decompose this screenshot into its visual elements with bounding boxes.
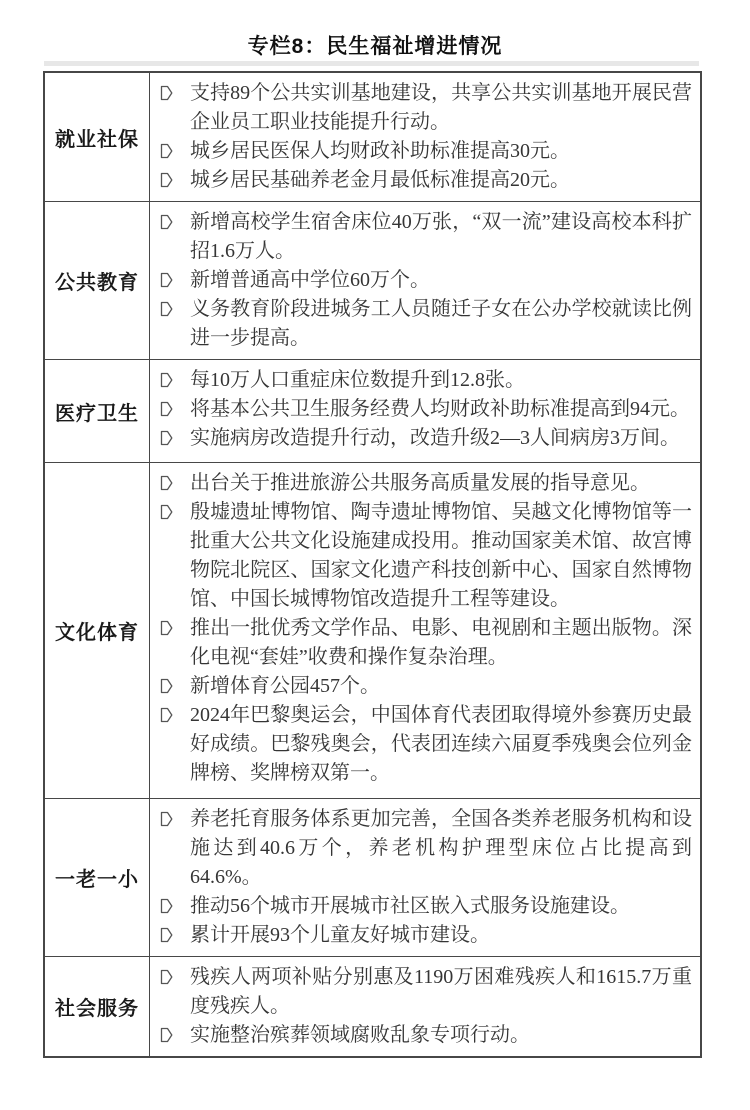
arrow-bullet-icon [160, 927, 174, 943]
arrow-bullet-icon [160, 85, 174, 101]
arrow-bullet-icon [160, 620, 174, 636]
arrow-bullet-icon [160, 172, 174, 188]
list-item [158, 295, 692, 353]
arrow-bullet-icon [160, 811, 174, 827]
row-content [150, 957, 700, 1056]
table-row [45, 73, 700, 201]
row-content [150, 73, 700, 201]
list-item [158, 701, 692, 788]
list-item [158, 672, 692, 701]
row-label: 文化体育 [45, 463, 150, 798]
list-item [158, 137, 692, 166]
arrow-bullet-icon [160, 475, 174, 491]
list-item [158, 395, 692, 424]
table-row [45, 359, 700, 462]
list-item [158, 166, 692, 195]
arrow-bullet-icon [160, 1027, 174, 1043]
item-text: 实施病房改造提升行动，改造升级2—3人间病房3万间。 [190, 427, 680, 449]
list-item [158, 1021, 692, 1050]
arrow-bullet-icon [160, 214, 174, 230]
list-item [158, 79, 692, 137]
page-title: 专栏8：民生福祉增进情况 [247, 35, 503, 58]
list-item [158, 963, 692, 1021]
item-text: 支持89个公共实训基地建设，共享公共实训基地开展民营企业员工职业技能提升行动。 [190, 82, 692, 133]
item-text: 城乡居民医保人均财政补助标准提高30元。 [190, 140, 570, 162]
list-item [158, 614, 692, 672]
item-text: 推动56个城市开展城市社区嵌入式服务设施建设。 [190, 895, 630, 917]
arrow-bullet-icon [160, 301, 174, 317]
arrow-bullet-icon [160, 272, 174, 288]
row-content [150, 360, 700, 462]
title-shadow-band [44, 61, 699, 66]
table-row [45, 462, 700, 798]
item-text: 新增普通高中学位60万个。 [190, 269, 430, 291]
item-text: 城乡居民基础养老金月最低标准提高20元。 [190, 169, 570, 191]
item-text: 将基本公共卫生服务经费人均财政补助标准提高到94元。 [190, 398, 690, 420]
list-item [158, 498, 692, 614]
arrow-bullet-icon [160, 969, 174, 985]
item-text: 殷墟遗址博物馆、陶寺遗址博物馆、吴越文化博物馆等一批重大公共文化设施建成投用。推动国家美术馆、故宫博物院北院区、国家文化遗产科技创新中心、国家自然博物馆、中国长城博物馆改造提升工程等建设。 [190, 501, 692, 610]
arrow-bullet-icon [160, 678, 174, 694]
welfare-table [43, 71, 702, 1058]
item-text: 义务教育阶段进城务工人员随迁子女在公办学校就读比例进一步提高。 [190, 298, 692, 349]
list-item [158, 208, 692, 266]
arrow-bullet-icon [160, 504, 174, 520]
item-text: 推出一批优秀文学作品、电影、电视剧和主题出版物。深化电视“套娃”收费和操作复杂治理。 [190, 617, 692, 668]
item-text: 实施整治殡葬领域腐败乱象专项行动。 [190, 1024, 530, 1046]
arrow-bullet-icon [160, 707, 174, 723]
row-content [150, 463, 700, 798]
table-row [45, 201, 700, 359]
row-label: 社会服务 [45, 957, 150, 1056]
list-item [158, 892, 692, 921]
list-item [158, 469, 692, 498]
list-item [158, 424, 692, 453]
table-row [45, 798, 700, 956]
row-content [150, 202, 700, 359]
arrow-bullet-icon [160, 401, 174, 417]
item-text: 残疾人两项补贴分别惠及1190万困难残疾人和1615.7万重度残疾人。 [190, 966, 692, 1017]
item-text: 新增高校学生宿舍床位40万张，“双一流”建设高校本科扩招1.6万人。 [190, 211, 692, 262]
item-text: 出台关于推进旅游公共服务高质量发展的指导意见。 [190, 472, 650, 494]
row-label: 医疗卫生 [45, 360, 150, 462]
arrow-bullet-icon [160, 898, 174, 914]
table-row [45, 956, 700, 1056]
row-content [150, 799, 700, 956]
row-label: 就业社保 [45, 73, 150, 201]
row-label: 公共教育 [45, 202, 150, 359]
arrow-bullet-icon [160, 430, 174, 446]
list-item [158, 366, 692, 395]
row-label: 一老一小 [45, 799, 150, 956]
arrow-bullet-icon [160, 372, 174, 388]
item-text: 新增体育公园457个。 [190, 675, 380, 697]
item-text: 养老托育服务体系更加完善，全国各类养老服务机构和设施达到40.6万个，养老机构护理型床位占比提高到64.6%。 [190, 808, 692, 888]
item-text: 每10万人口重症床位数提升到12.8张。 [190, 369, 525, 391]
item-text: 2024年巴黎奥运会，中国体育代表团取得境外参赛历史最好成绩。巴黎残奥会，代表团连续六届夏季残奥会位列金牌榜、奖牌榜双第一。 [190, 704, 692, 784]
arrow-bullet-icon [160, 143, 174, 159]
list-item [158, 805, 692, 892]
list-item [158, 921, 692, 950]
list-item [158, 266, 692, 295]
item-text: 累计开展93个儿童友好城市建设。 [190, 924, 490, 946]
